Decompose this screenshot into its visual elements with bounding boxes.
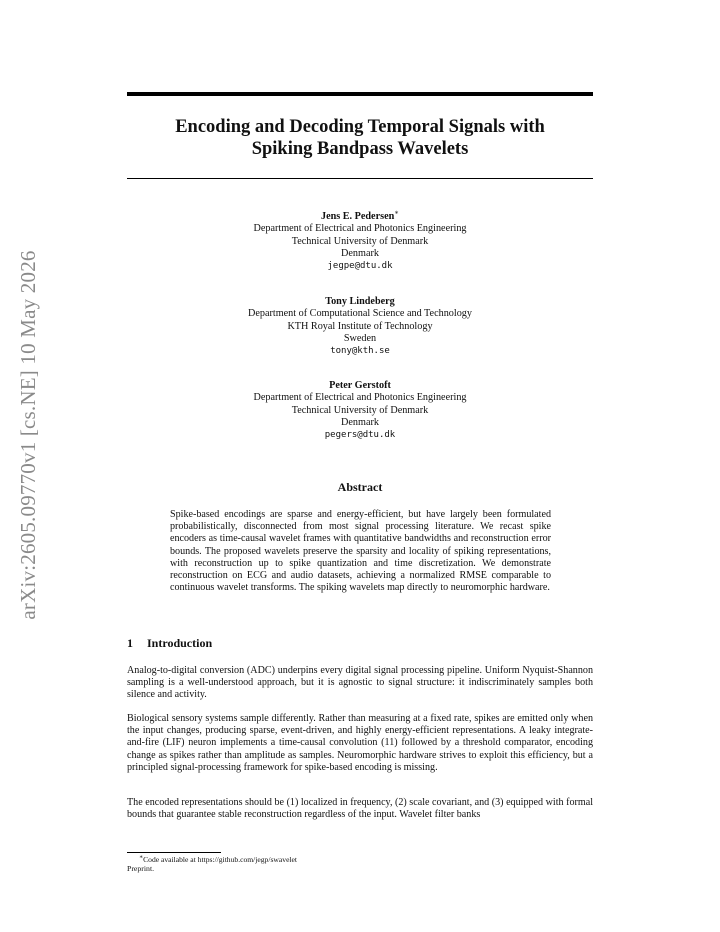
intro-paragraph-2: Biological sensory systems sample differently. Rather than measuring at a fixed rate, spikes are emitted only when the input changes, producing sparse, event-driven, and highly energy-efficient representations. A leaky integrate-and-fire (LIF) neuron implements a time-causal convolution (11) followed by a threshold comparator, encoding change as spikes rather than amplitude as samples. Neuromorphic hardware strives to exploit this efficiency, but a principled signal-processing framework for spike-based encoding is missing.	[127, 713, 593, 773]
footnote-text: Code available at https://github.com/jegp/swavelet	[143, 855, 298, 864]
author-name: Peter Gerstoft	[329, 380, 391, 391]
title-bottom-rule	[127, 178, 593, 179]
author-name: Jens E. Pedersen	[320, 211, 395, 222]
intro-paragraph-3: The encoded representations should be (1) localized in frequency, (2) scale covariant, and (3) equipped with formal bounds that guarantee stable reconstruction regardless of the input. Wavelet filter banks	[127, 797, 593, 821]
author-department: Department of Electrical and Photonics Engineering	[253, 392, 467, 404]
intro-paragraph-1: Analog-to-digital conversion (ADC) underpins every digital signal processing pipeline. Uniform Nyquist-Shannon sampling is a well-understood approach, but it is agnostic to signal structure: it indiscriminately samples both silence and activity.	[127, 665, 593, 701]
footnote-mark: ∗	[139, 854, 144, 861]
section-heading-introduction	[127, 636, 212, 651]
title-line-1: Encoding and Decoding Temporal Signals with	[175, 117, 545, 137]
author-country: Sweden	[343, 332, 377, 344]
footnote	[139, 855, 297, 864]
author-name: Tony Lindeberg	[325, 296, 395, 307]
title-top-rule	[127, 92, 593, 96]
author-department: Department of Electrical and Photonics Engineering	[253, 223, 467, 235]
author-footnote-mark: ∗	[394, 208, 400, 217]
abstract-heading: Abstract	[337, 480, 383, 494]
section-number: 1	[127, 636, 133, 650]
author-block-3	[127, 380, 593, 441]
author-institution: KTH Royal Institute of Technology	[287, 320, 433, 332]
author-email[interactable]: jegpe@dtu.dk	[327, 261, 393, 272]
author-country: Denmark	[341, 247, 379, 259]
author-email[interactable]: pegers@dtu.dk	[324, 430, 396, 441]
author-country: Denmark	[341, 416, 379, 428]
author-email[interactable]: tony@kth.se	[330, 346, 390, 357]
author-institution: Technical University of Denmark	[291, 235, 429, 247]
author-institution: Technical University of Denmark	[291, 404, 429, 416]
author-block-2	[127, 296, 593, 357]
author-department: Department of Computational Science and Technology	[247, 308, 472, 320]
preprint-label: Preprint.	[127, 864, 155, 873]
footnote-rule	[127, 852, 221, 853]
author-block-1	[127, 208, 593, 272]
arxiv-identifier-stamp: arXiv:2605.09770v1 [cs.NE] 10 May 2026	[15, 250, 40, 620]
abstract-body: Spike-based encodings are sparse and energy-efficient, but have largely been formulated probabilistically, disconnected from most signal processing literature. We recast spike encoders as time-causal wavelet frames with quantitative bandwidths and reconstruction error bounds. The proposed wavelets preserve the sparsity and locality of spiking representations, with reconstruction up to spike quantization and time discretization. We demonstrate reconstruction on ECG and audio datasets, achieving a normalized RMSE comparable to continuous wavelet transforms. The spiking wavelets map directly to neuromorphic hardware.	[170, 509, 551, 594]
paper-title	[127, 116, 593, 160]
title-line-2: Spiking Bandpass Wavelets	[251, 139, 469, 159]
section-title: Introduction	[147, 636, 213, 650]
